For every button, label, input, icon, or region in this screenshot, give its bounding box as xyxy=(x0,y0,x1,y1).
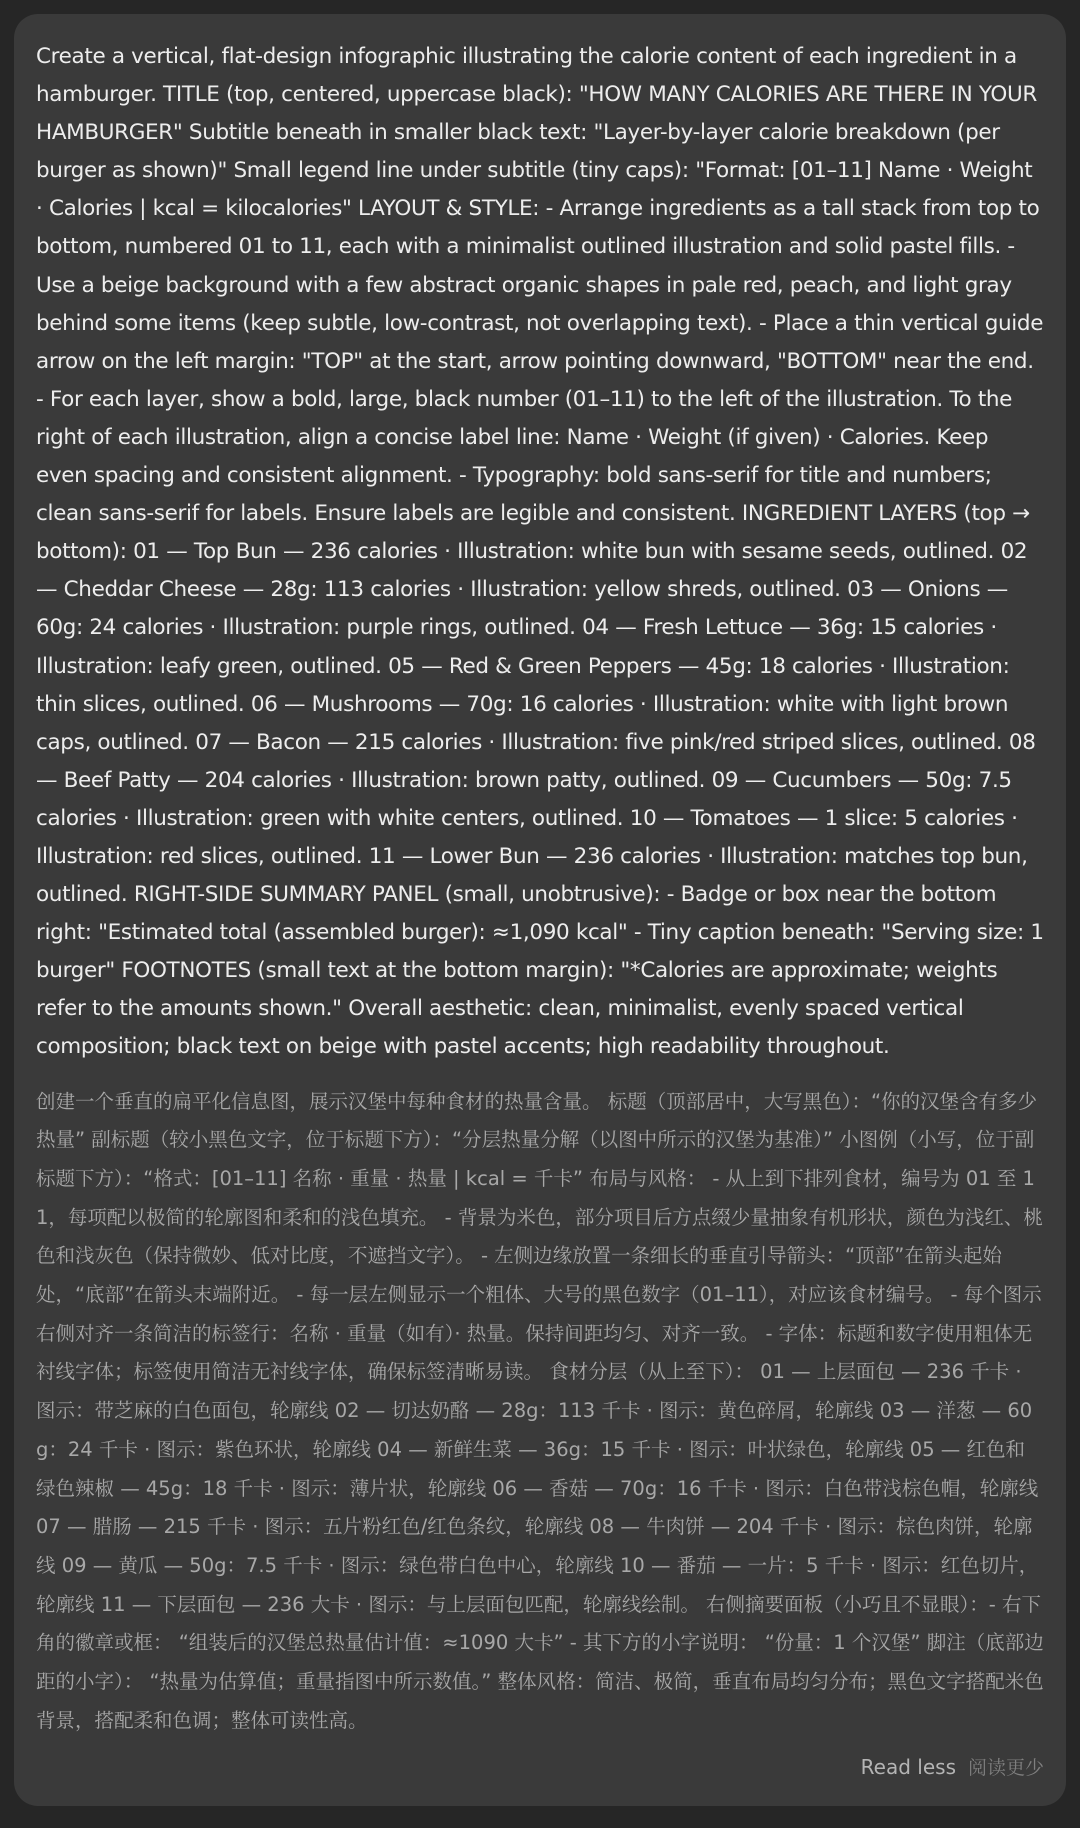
read-less-zh-button[interactable]: 阅读更少 xyxy=(967,1757,1044,1779)
read-less-button[interactable]: Read less xyxy=(860,1755,956,1779)
prompt-card xyxy=(14,14,1066,1806)
expand-collapse-controls xyxy=(861,1753,1044,1780)
prompt-text-chinese: 创建一个垂直的扁平化信息图，展示汉堡中每种食材的热量含量。 标题（顶部居中，大写黑色）：“你的汉堡含有多少热量” 副标题（较小黑色文字，位于标题下方）：“分层热量分解（以图中所示的汉堡为基准）” 小图例（小写，位于副标题下方）：“格式：[01–11] 名称 · 重量 · 热量 | kcal = 千卡” 布局与风格： - 从上到下排列食材，编号为 01 至 11，每项配以极简的轮廓图和柔和的浅色填充。 - 背景为米色，部分项目后方点缀少量抽象有机形状，颜色为浅红、桃色和浅灰色（保持微妙、低对比度，不遮挡文字）。 - 左侧边缘放置一条细长的垂直引导箭头：“顶部”在箭头起始处，“底部”在箭头末端附近。 - 每一层左侧显示一个粗体、大号的黑色数字（01–11），对应该食材编号。 - 每个图示右侧对齐一条简洁的标签行：名称 · 重量（如有）· 热量。保持间距均匀、对齐一致。 - 字体：标题和数字使用粗体无衬线字体；标签使用简洁无衬线字体，确保标签清晰易读。 食材分层（从上至下）： 01 — 上层面包 — 236 千卡 · 图示：带芝麻的白色面包，轮廓线 02 — 切达奶酪 — 28g：113 千卡 · 图示：黄色碎屑，轮廓线 03 — 洋葱 — 60g：24 千卡 · 图示：紫色环状，轮廓线 04 — 新鲜生菜 — 36g：15 千卡 · 图示：叶状绿色，轮廓线 05 — 红色和绿色辣椒 — 45g：18 千卡 · 图示：薄片状，轮廓线 06 — 香菇 — 70g：16 千卡 · 图示：白色带浅棕色帽，轮廓线 07 — 腊肠 — 215 千卡 · 图示：五片粉红色/红色条纹，轮廓线 08 — 牛肉饼 — 204 千卡 · 图示：棕色肉饼，轮廓线 09 — 黄瓜 — 50g：7.5 千卡 · 图示：绿色带白色中心，轮廓线 10 — 番茄 — 一片：5 千卡 · 图示：红色切片，轮廓线 11 — 下层面包 — 236 大卡 · 图示：与上层面包匹配，轮廓线绘制。 右侧摘要面板（小巧且不显眼）：- 右下角的徽章或框： “组装后的汉堡总热量估计值：≈1090 大卡” - 其下方的小字说明： “份量：1 个汉堡” 脚注（底部边距的小字）： “热量为估算值；重量指图中所示数值。” 整体风格：简洁、极简，垂直布局均匀分布；黑色文字搭配米色背景，搭配柔和色调；整体可读性高。 xyxy=(36,1089,1045,1732)
prompt-text-english: Create a vertical, flat-design infographic illustrating the calorie content of each ingredient in a hamburger. TITLE (top, centered, uppercase black): "HOW MANY CALORIES ARE THERE IN YOUR HAMBURGER" Subtitle beneath in smaller black text: "Layer-by-layer calorie breakdown (per burger as shown)" Small legend line under subtitle (tiny caps): "Format: [01–11] Name · Weight · Calories | kcal = kilocalories" LAYOUT & STYLE: - Arrange ingredients as a tall stack from top to bottom, numbered 01 to 11, each with a minimalist outlined illustration and solid pastel fills. - Use a beige background with a few abstract organic shapes in pale red, peach, and light gray behind some items (keep subtle, low-contrast, not overlapping text). - Place a thin vertical guide arrow on the left margin: "TOP" at the start, arrow pointing downward, "BOTTOM" near the end. - For each layer, show a bold, large, black number (01–11) to the left of the illustration. To the right of each illustration, align a concise label line: Name · Weight (if given) · Calories. Keep even spacing and consistent alignment. - Typography: bold sans-serif for title and numbers; clean sans-serif for labels. Ensure labels are legible and consistent. INGREDIENT LAYERS (top → bottom): 01 — Top Bun — 236 calories · Illustration: white bun with sesame seeds, outlined. 02 — Cheddar Cheese — 28g: 113 calories · Illustration: yellow shreds, outlined. 03 — Onions — 60g: 24 calories · Illustration: purple rings, outlined. 04 — Fresh Lettuce — 36g: 15 calories · Illustration: leafy green, outlined. 05 — Red & Green Peppers — 45g: 18 calories · Illustration: thin slices, outlined. 06 — Mushrooms — 70g: 16 calories · Illustration: white with light brown caps, outlined. 07 — Bacon — 215 calories · Illustration: five pink/red striped slices, outlined. 08 — Beef Patty — 204 calories · Illustration: brown patty, outlined. 09 — Cucumbers — 50g: 7.5 calories · Illustration: green with white centers, outlined. 10 — Tomatoes — 1 slice: 5 calories · Illustration: red slices, outlined. 11 — Lower Bun — 236 calories · Illustration: matches top bun, outlined. RIGHT-SIDE SUMMARY PANEL (small, unobtrusive): - Badge or box near the bottom right: "Estimated total (assembled burger): ≈1,090 kcal" - Tiny caption beneath: "Serving size: 1 burger" FOOTNOTES (small text at the bottom margin): "*Calories are approximate; weights refer to the amounts shown." Overall aesthetic: clean, minimalist, evenly spaced vertical composition; black text on beige with pastel accents; high readability throughout. xyxy=(36,44,1051,1060)
